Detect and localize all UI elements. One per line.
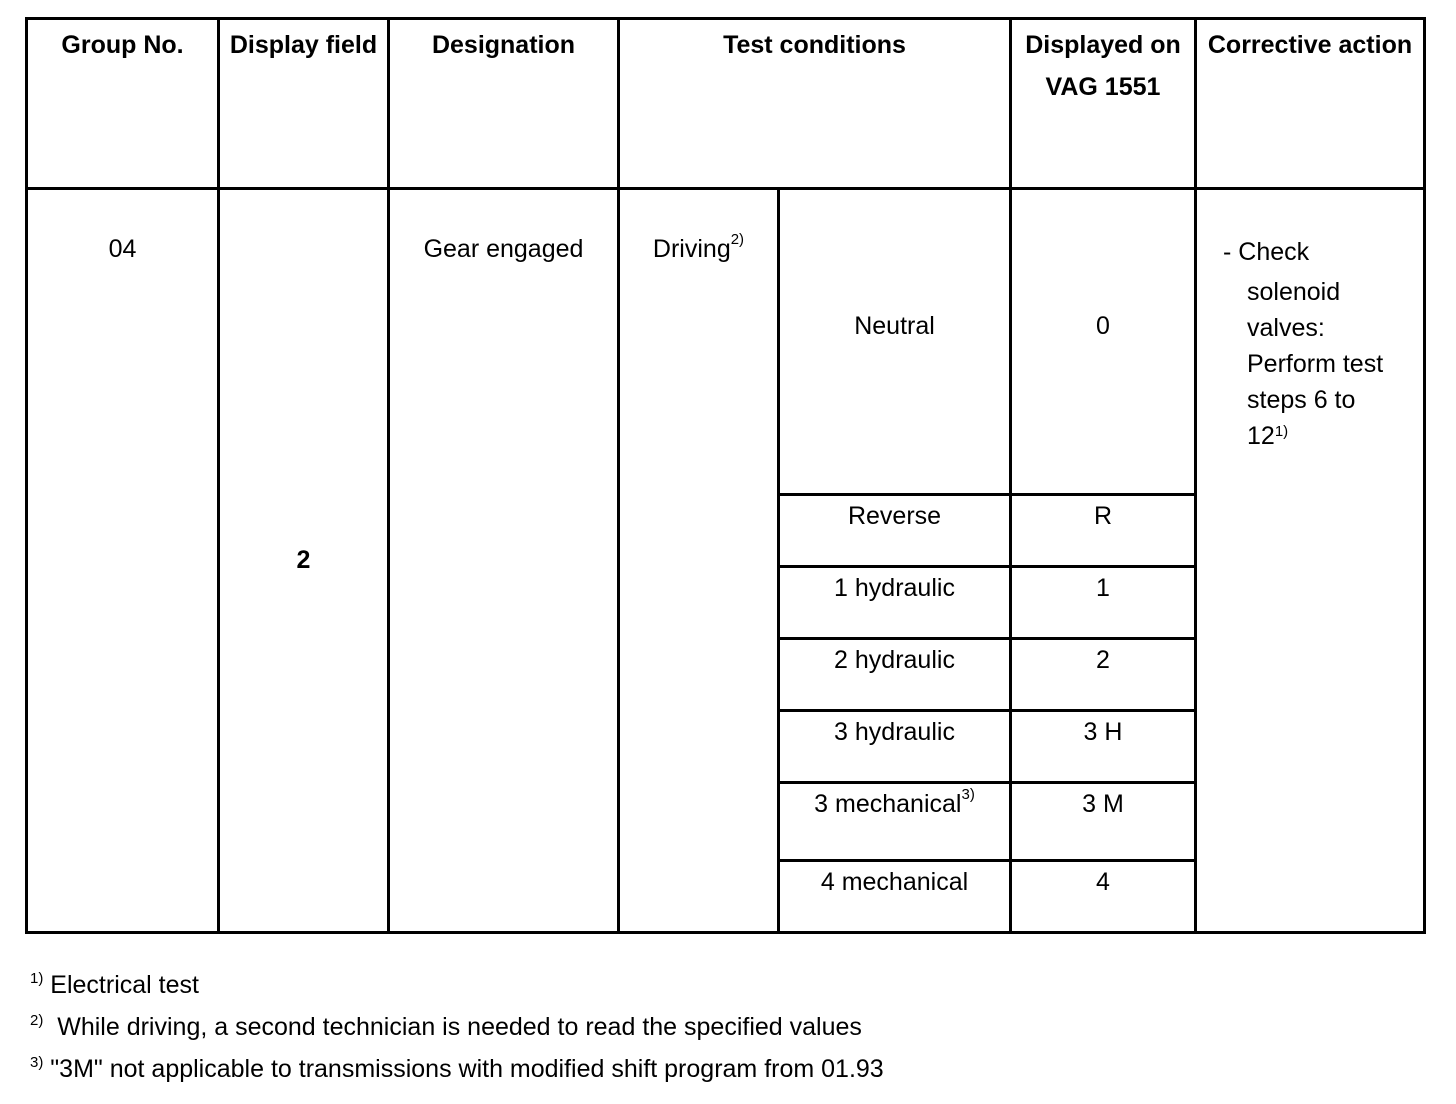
gear-display: 3 H [1011,711,1196,783]
action-footnote-mark: 1) [1274,423,1289,440]
action-line: solenoid [1247,278,1341,306]
footnote: $^{3)}$ "3M" not applicable to transmissions with modified shift program from 01.93 [30,1054,884,1083]
gear-label: 2 hydraulic [779,639,1011,711]
gear-label: 3 hydraulic [779,711,1011,783]
corrective-action-cell [1196,189,1425,933]
designation-cell: Gear engaged [389,189,619,933]
condition-footnote-mark: 2) [730,231,745,248]
footnote: $^{1)}$ Electrical test [30,970,199,999]
gear-footnote-mark: 3) [961,786,975,803]
action-line: steps 6 to [1247,386,1356,414]
gear-label: Reverse [779,495,1011,567]
gear-label: Neutral [779,189,1011,495]
group-no-cell: 04 [27,189,219,933]
gear-row [27,189,1425,495]
header-displayed-on: Displayed on VAG 1551 [1011,19,1196,189]
action-line: valves: [1247,314,1325,342]
diagnostic-table [25,17,1426,934]
footnote: $^{2)}$ While driving, a second technician is needed to read the specified values [30,1012,862,1041]
action-line-last: 12$^{1)}$ [1247,422,1289,450]
action-line: Perform test [1247,350,1384,378]
header-corrective-action: Corrective action [1196,19,1425,189]
gear-display: 3 M [1011,783,1196,861]
gear-label: 4 mechanical [779,861,1011,933]
header-group-no: Group No. [27,19,219,189]
condition-label: Driving [652,235,731,263]
condition-cell [619,189,779,933]
gear-display: 4 [1011,861,1196,933]
gear-label: 1 hydraulic [779,567,1011,639]
header-row [27,19,1425,189]
header-test-conditions: Test conditions [619,19,1011,189]
action-first-line: - Check [1223,238,1310,266]
display-field-cell: 2 [219,189,389,933]
gear-display: 2 [1011,639,1196,711]
gear-label: 3 mechanical$^{3)}$ [779,783,1011,861]
header-designation: Designation [389,19,619,189]
footnotes [30,964,884,1090]
gear-display: 0 [1011,189,1196,495]
gear-display: R [1011,495,1196,567]
gear-display: 1 [1011,567,1196,639]
header-display-field: Display field [219,19,389,189]
